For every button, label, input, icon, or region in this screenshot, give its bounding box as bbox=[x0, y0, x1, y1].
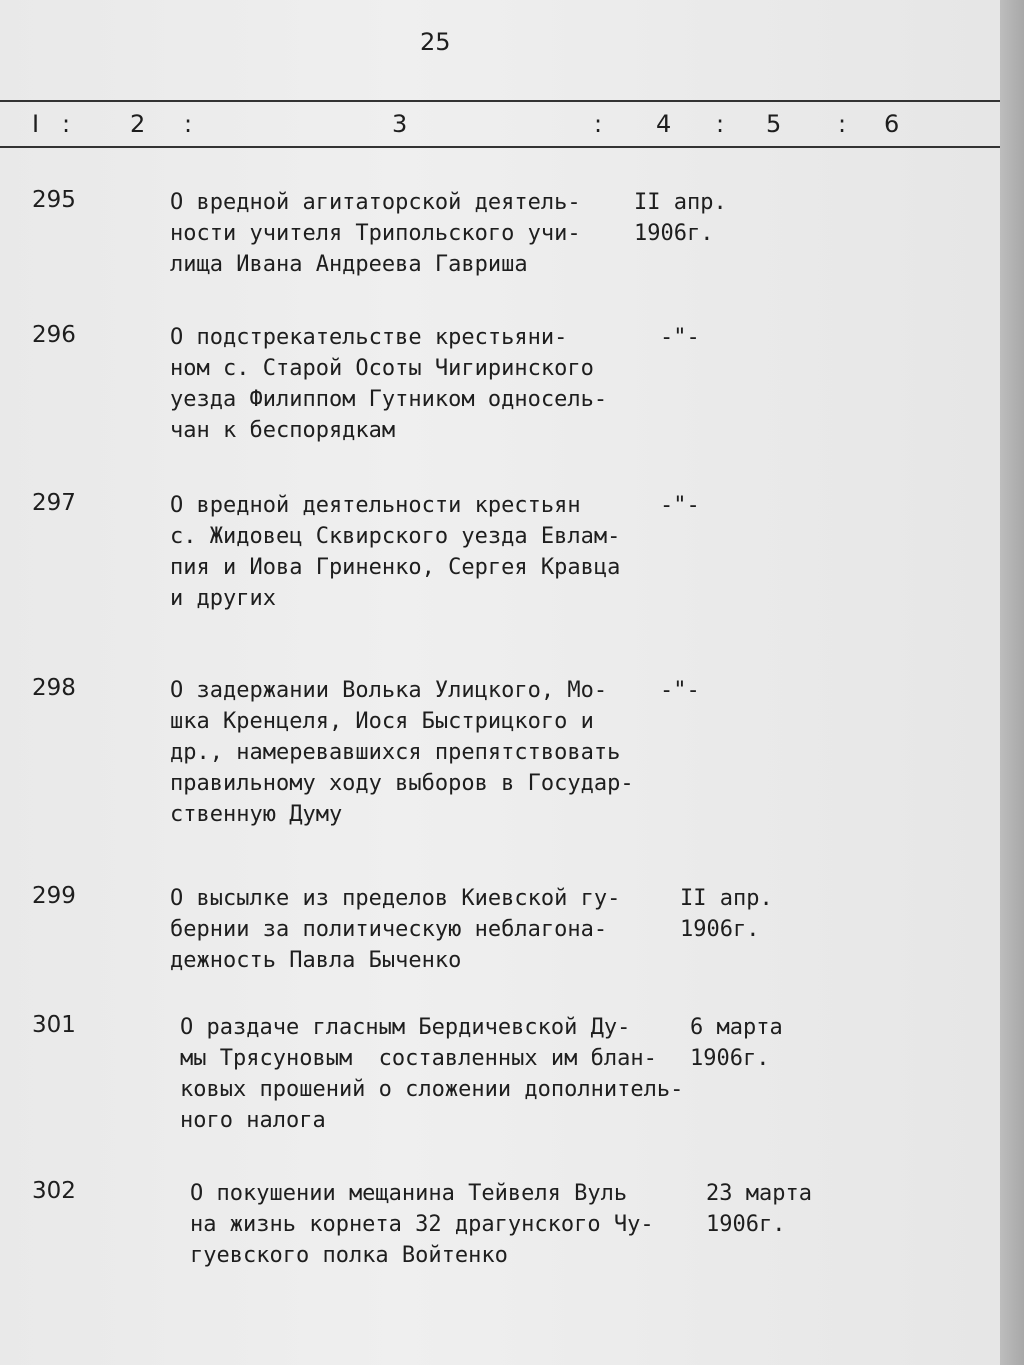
column-4-heading: 4 bbox=[656, 110, 673, 138]
header-bottom-rule bbox=[0, 146, 1000, 148]
column-6-heading: 6 bbox=[884, 110, 901, 138]
page-edge-shadow bbox=[1000, 0, 1024, 1365]
entry-number: 299 bbox=[32, 883, 76, 909]
entry-date: -"- bbox=[660, 493, 700, 518]
entry-title: О вредной агитаторской деятель- ности учителя Трипольского учи- лища Ивана Андреева Гавриша bbox=[170, 190, 581, 277]
entry-title: О раздаче гласным Бердичевской Ду- мы Трясуновым составленных им блан- ковых прошений о сложении дополнитель- ного налога bbox=[180, 1015, 684, 1133]
entry-title: О покушении мещанина Тейвеля Вуль на жизнь корнета 32 драгунского Чу- гуевского полка Войтенко bbox=[190, 1181, 654, 1268]
entry-date: II апр. 1906г. bbox=[680, 886, 773, 942]
column-3-heading: 3 bbox=[392, 110, 409, 138]
entry-number: 302 bbox=[32, 1178, 76, 1204]
entry-number: 296 bbox=[32, 322, 76, 348]
entry-number: 301 bbox=[32, 1012, 76, 1038]
column-separator: : bbox=[184, 110, 194, 138]
entry-number: 295 bbox=[32, 187, 76, 213]
entry-date: 6 марта 1906г. bbox=[690, 1015, 783, 1071]
column-separator: : bbox=[838, 110, 848, 138]
column-separator: : bbox=[716, 110, 726, 138]
entry-number: 298 bbox=[32, 675, 76, 701]
header-top-rule bbox=[0, 100, 1000, 102]
entry-date: 23 марта 1906г. bbox=[706, 1181, 812, 1237]
entry-number: 297 bbox=[32, 490, 76, 516]
column-1-heading: I bbox=[32, 110, 41, 138]
page-number: 25 bbox=[420, 28, 451, 56]
column-separator: : bbox=[594, 110, 604, 138]
entry-title: О высылке из пределов Киевской гу- бернии за политическую неблагона- дежность Павла Быченко bbox=[170, 886, 621, 973]
entry-title: О задержании Волька Улицкого, Мо- шка Кренцеля, Иося Быстрицкого и др., намеревавшихся препятствовать правильному ходу выборов в Государ- ственную Думу bbox=[170, 678, 634, 827]
entry-date: II апр. 1906г. bbox=[634, 190, 727, 246]
entry-date: -"- bbox=[660, 325, 700, 350]
entry-title: О подстрекательстве крестьяни- ном с. Старой Осоты Чигиринского уезда Филиппом Гутником односель- чан к беспорядкам bbox=[170, 325, 608, 443]
entry-date: -"- bbox=[660, 678, 700, 703]
column-separator: : bbox=[62, 110, 72, 138]
column-2-heading: 2 bbox=[130, 110, 147, 138]
column-5-heading: 5 bbox=[766, 110, 783, 138]
entry-title: О вредной деятельности крестьян с. Жидовец Сквирского уезда Евлам- пия и Иова Гриненко, Сергея Кравца и других bbox=[170, 493, 621, 611]
